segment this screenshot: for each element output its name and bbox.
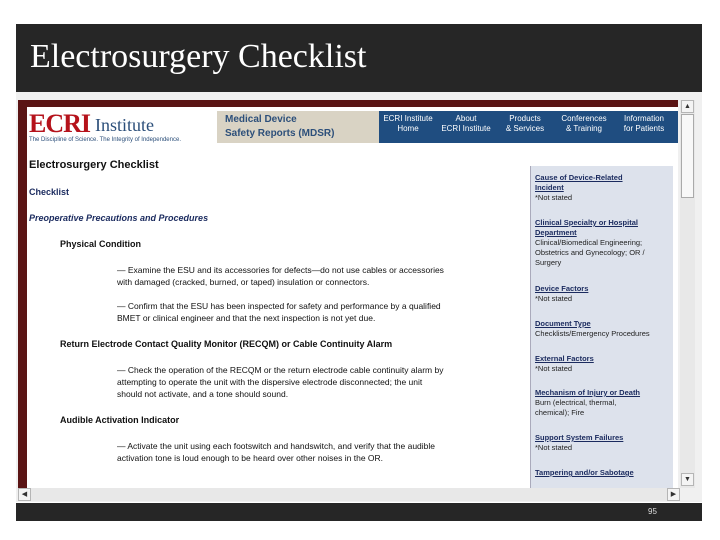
nav-label-line-2: for Patients xyxy=(623,124,665,133)
sidebar-link-mechanism[interactable]: Mechanism of Injury or Death xyxy=(535,388,641,397)
browser-viewport xyxy=(16,92,702,502)
sidebar-link-cause[interactable]: Incident xyxy=(535,183,564,192)
logo-tagline: The Discipline of Science. The Integrity of Independence. xyxy=(29,137,181,143)
scroll-down-arrow-icon[interactable]: ▼ xyxy=(681,473,694,486)
scroll-up-arrow-icon[interactable]: ▲ xyxy=(681,100,694,113)
instruction-text: — Confirm that the ESU has been inspected for safety and performance by a qualified xyxy=(117,301,441,311)
slide-title: Electrosurgery Checklist xyxy=(30,38,367,75)
horizontal-scrollbar[interactable] xyxy=(18,488,680,501)
instruction-text: with damaged (cracked, burned, or taped) insulation or connectors. xyxy=(117,277,370,287)
web-page xyxy=(27,107,678,488)
sidebar-value: Checklists/Emergency Procedures xyxy=(535,329,650,338)
instruction-text: — Examine the ESU and its accessories for defects—do not use cables or accessories xyxy=(117,265,444,275)
nav-label-line-2: ECRI Institute xyxy=(441,124,491,133)
subsection-physical-condition: Physical Condition xyxy=(60,239,142,249)
vertical-scrollbar[interactable] xyxy=(680,100,695,488)
nav-label-line-1: ECRI Institute xyxy=(383,114,433,123)
sidebar-link-specialty[interactable]: Clinical Specialty or Hospital xyxy=(535,218,638,227)
nav-products-link[interactable] xyxy=(496,114,554,134)
nav-about-link[interactable] xyxy=(437,114,495,134)
instruction-text: — Check the operation of the RECQM or the return electrode cable continuity alarm by xyxy=(117,365,444,375)
scroll-left-arrow-icon[interactable]: ◀ xyxy=(18,488,31,501)
instruction-text: should not activate, and a tone should sound. xyxy=(117,389,289,399)
article-heading: Electrosurgery Checklist xyxy=(29,159,159,171)
sidebar-link-device-factors[interactable]: Device Factors xyxy=(535,284,589,293)
sidebar-link-tampering[interactable]: Tampering and/or Sabotage xyxy=(535,468,634,477)
logo-ecri-text: ECRI xyxy=(29,109,91,138)
logo-institute-text: Institute xyxy=(95,115,154,135)
metadata-sidebar xyxy=(530,166,673,488)
nav-conferences-link[interactable] xyxy=(555,114,613,134)
mdsr-banner xyxy=(217,111,379,143)
scroll-right-arrow-icon[interactable]: ▶ xyxy=(667,488,680,501)
sidebar-value: Burn (electrical, thermal, xyxy=(535,398,617,407)
sidebar-value: Clinical/Biomedical Engineering; xyxy=(535,238,643,247)
sidebar-link-specialty[interactable]: Department xyxy=(535,228,577,237)
instruction-text: activation tone is loud enough to be heard over other noises in the OR. xyxy=(117,453,384,463)
instruction-text: BMET or clinical engineer and that the next inspection is not yet due. xyxy=(117,313,376,323)
sidebar-value: Surgery xyxy=(535,258,562,267)
sidebar-link-support-failures[interactable]: Support System Failures xyxy=(535,433,624,442)
mdsr-title-line-1: Medical Device xyxy=(225,114,297,125)
sidebar-link-cause[interactable]: Cause of Device-Related xyxy=(535,173,623,182)
nav-label-line-1: About xyxy=(455,114,477,123)
web-page-frame xyxy=(18,100,678,488)
sidebar-value: *Not stated xyxy=(535,193,573,202)
nav-label-line-1: Conferences xyxy=(561,114,607,123)
ecri-logo[interactable] xyxy=(29,111,219,141)
section-preoperative: Preoperative Precautions and Procedures xyxy=(29,213,209,223)
slide-header xyxy=(16,24,702,92)
sidebar-value: chemical); Fire xyxy=(535,408,585,417)
nav-home-link[interactable] xyxy=(379,114,437,134)
article-content xyxy=(27,145,527,488)
sidebar-value: *Not stated xyxy=(535,294,573,303)
sidebar-value: *Not stated xyxy=(535,364,573,373)
nav-label-line-2: & Training xyxy=(565,124,603,133)
mdsr-title-line-2: Safety Reports (MDSR) xyxy=(225,128,335,139)
subsection-audible-indicator: Audible Activation Indicator xyxy=(60,415,180,425)
slide-footer xyxy=(16,503,702,521)
sidebar-link-external-factors[interactable]: External Factors xyxy=(535,354,594,363)
nav-patients-link[interactable] xyxy=(615,114,673,134)
site-nav xyxy=(379,111,678,143)
sidebar-link-document-type[interactable]: Document Type xyxy=(535,319,591,328)
nav-label-line-2: & Services xyxy=(505,124,545,133)
section-checklist: Checklist xyxy=(29,187,70,197)
subsection-recqm: Return Electrode Contact Quality Monitor (RECQM) or Cable Continuity Alarm xyxy=(60,339,393,349)
instruction-text: — Activate the unit using each footswitch and handswitch, and verify that the audible xyxy=(117,441,435,451)
nav-label-line-1: Products xyxy=(509,114,541,123)
nav-label-line-2: Home xyxy=(397,124,419,133)
nav-label-line-1: Information xyxy=(623,114,665,123)
site-header xyxy=(27,107,678,145)
instruction-text: attempting to operate the unit with the dispersive electrode disconnected; the unit xyxy=(117,377,423,387)
vertical-scroll-thumb[interactable] xyxy=(681,114,694,198)
sidebar-value: Obstetrics and Gynecology; OR / xyxy=(535,248,645,257)
slide-page-number: 95 xyxy=(648,507,657,516)
sidebar-value: *Not stated xyxy=(535,443,573,452)
